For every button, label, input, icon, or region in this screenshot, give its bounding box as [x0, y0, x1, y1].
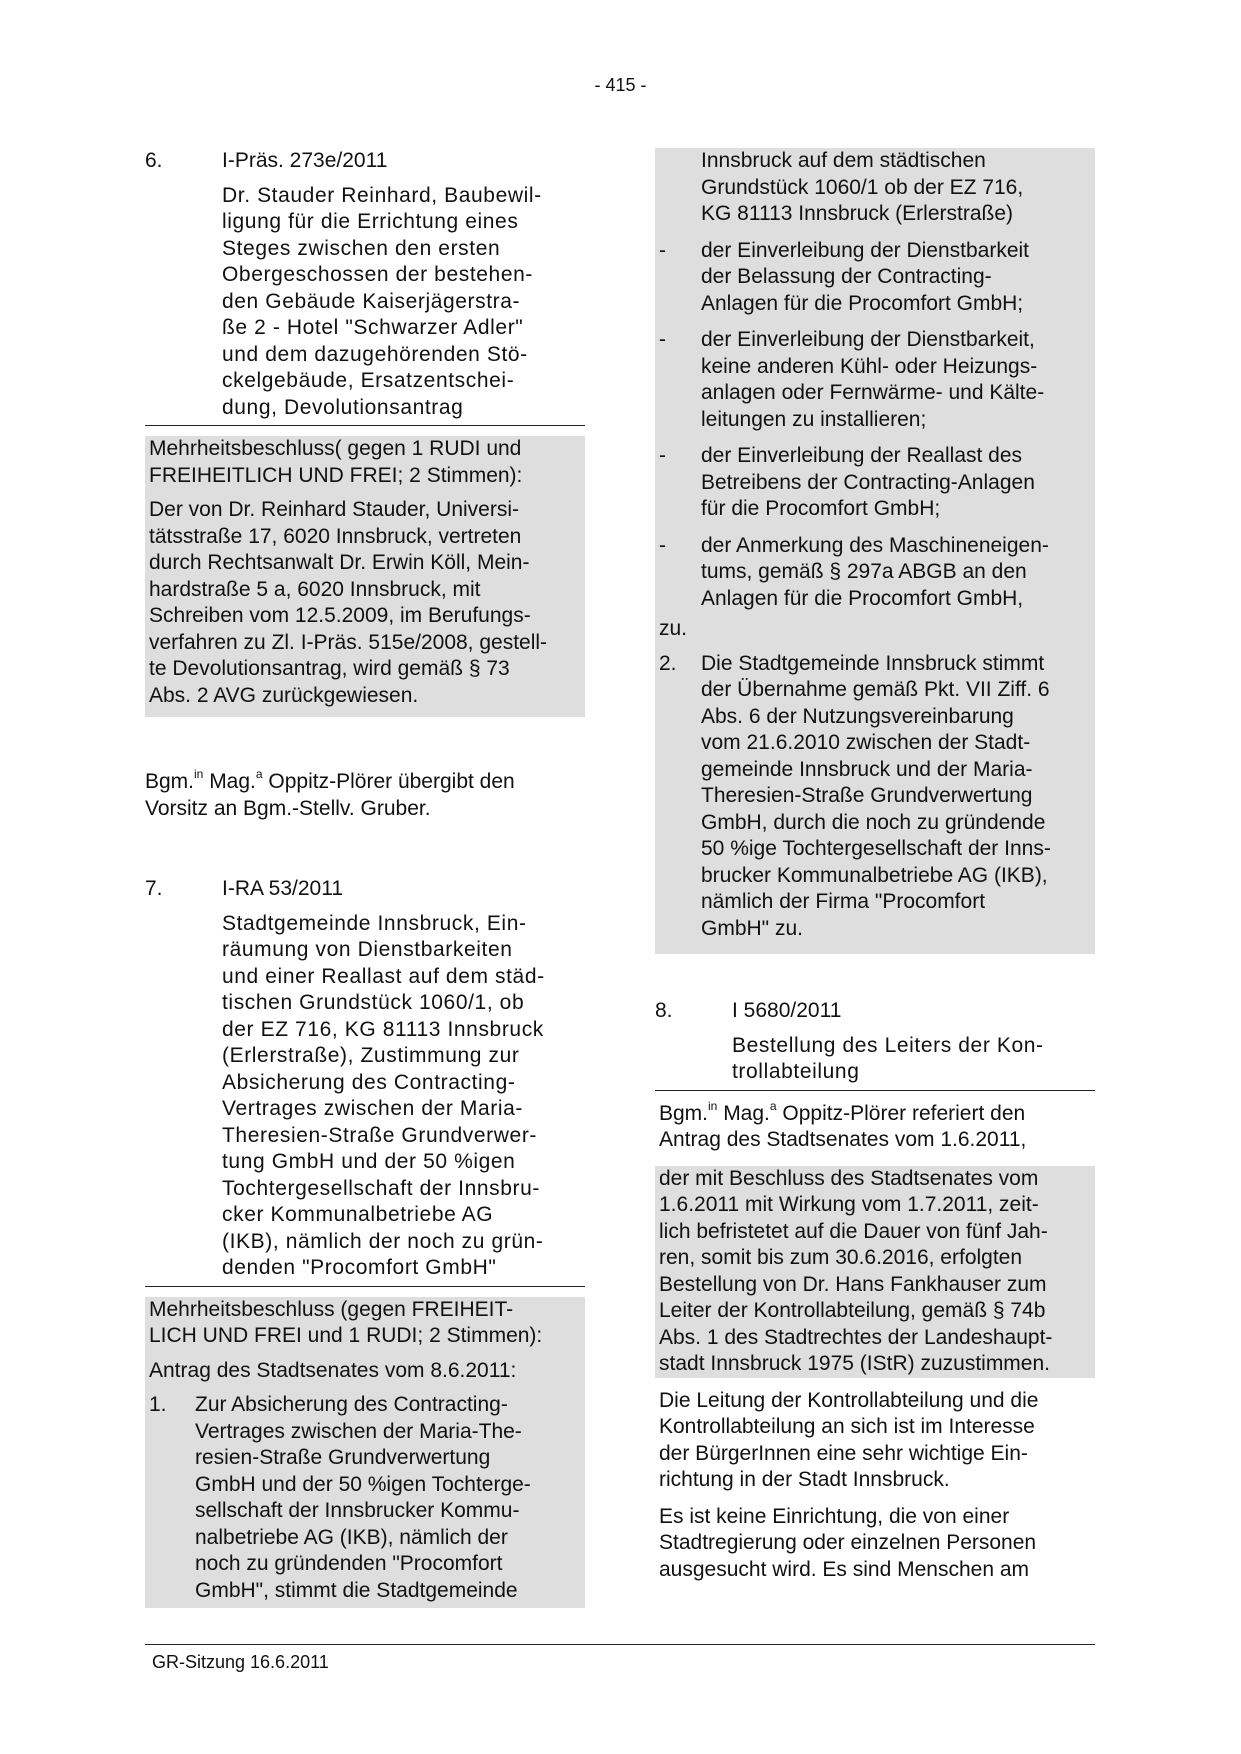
text-line: Abs. 6 der Nutzungsvereinbarung: [701, 704, 1014, 728]
text-line: 50 %ige Tochtergesellschaft der Inns-: [701, 837, 1051, 860]
item-8-header: [655, 998, 1095, 1025]
text-line: der EZ 716, KG 81113 Innsbruck: [222, 1017, 544, 1041]
title-bgm: Bgm.: [145, 770, 195, 793]
text-line: Der von Dr. Reinhard Stauder, Universi-: [149, 498, 519, 521]
text-line: Antrag des Stadtsenates vom 1.6.2011,: [659, 1128, 1027, 1151]
dash-list-item: [659, 327, 1091, 433]
text-line: Innsbruck auf dem städtischen: [701, 149, 986, 172]
text-line: ren, somit bis zum 30.6.2016, erfolgten: [659, 1246, 1023, 1269]
text-line: sellschaft der Innsbrucker Kommu-: [195, 1499, 520, 1522]
footer-divider: [145, 1644, 1095, 1645]
text-line: hardstraße 5 a, 6020 Innsbruck, mit: [149, 577, 481, 601]
item-6-decision: [145, 489, 585, 717]
text-line: für die Procomfort GmbH;: [701, 497, 941, 520]
text-line: FREIHEITLICH UND FREI; 2 Stimmen):: [149, 463, 523, 487]
dash-list-item: [659, 443, 1091, 523]
text-line: denden "Procomfort GmbH": [222, 1256, 497, 1279]
text-line: Stadtgemeinde Innsbruck, Ein-: [222, 911, 527, 935]
text-line: Vorsitz an Bgm.-Stellv. Gruber.: [145, 796, 431, 820]
continuation-text: [701, 148, 1091, 228]
item-7-antrag: Antrag des Stadtsenates vom 8.6.2011:: [145, 1350, 585, 1393]
title-bgm: Bgm.: [659, 1101, 709, 1125]
text-line: LICH UND FREI und 1 RUDI; 2 Stimmen):: [149, 1324, 543, 1347]
text-line: te Devolutionsantrag, wird gemäß § 73: [149, 657, 510, 680]
dash-list: [659, 238, 1091, 613]
item-8-motion: [655, 1166, 1095, 1378]
text-line: und dem dazugehörenden Stö-: [222, 342, 528, 366]
dash-marker: -: [659, 444, 666, 467]
text-line: keine anderen Kühl- oder Heizungs-: [701, 354, 1038, 378]
text-line: Dr. Stauder Reinhard, Baubewil-: [222, 183, 542, 207]
item-reference: I 5680/2011: [732, 999, 842, 1022]
text-line: der Anmerkung des Maschineneigen-: [701, 533, 1049, 557]
text-line: vom 21.6.2010 zwischen der Stadt-: [701, 731, 1031, 754]
text-line: Abs. 1 des Stadtrechtes der Landeshaupt-: [659, 1325, 1053, 1349]
text-line: (Erlerstraße), Zustimmung zur: [222, 1044, 520, 1067]
text-line: noch zu gründenden "Procomfort: [195, 1552, 503, 1575]
left-column: [145, 148, 585, 1608]
item-reference: I-RA 53/2011: [222, 877, 344, 900]
zu-text: zu.: [659, 617, 688, 640]
superscript: a: [255, 767, 263, 781]
list-text: [701, 533, 1049, 613]
text-line: Schreiben vom 12.5.2009, im Berufungs-: [149, 604, 531, 627]
dash-marker: -: [659, 328, 666, 351]
text-line: Bestellung von Dr. Hans Fankhauser zum: [659, 1272, 1047, 1296]
item-7-header: [145, 876, 585, 903]
text-line: anlagen oder Fernwärme- und Kälte-: [701, 381, 1045, 404]
text-line: trollabteilung: [732, 1060, 860, 1083]
text-line: Kontrollabteilung an sich ist im Interesse: [659, 1415, 1035, 1438]
text-line: nalbetriebe AG (IKB), nämlich der: [195, 1525, 508, 1549]
title-mag: Mag.: [203, 770, 256, 793]
text-line: verfahren zu Zl. I-Präs. 515e/2008, gestell-: [149, 630, 548, 654]
item-7-vote: [145, 1297, 585, 1350]
text-line: cker Kommunalbetriebe AG: [222, 1203, 494, 1226]
text-line: Mehrheitsbeschluss (gegen FREIHEIT-: [149, 1297, 514, 1321]
text-line: richtung in der Stadt Innsbruck.: [659, 1468, 950, 1491]
text-line: der Einverleibung der Dienstbarkeit: [701, 238, 1030, 262]
text-line: Theresien-Straße Grundverwertung: [701, 784, 1033, 807]
handover-paragraph: [145, 769, 585, 822]
page-number: - 415 -: [594, 75, 647, 95]
item-6-subject: [222, 183, 585, 422]
text-line: leitungen zu installieren;: [701, 407, 927, 431]
continuation-block: [655, 148, 1095, 954]
item-8-paragraph-1: [655, 1388, 1095, 1494]
item-6-vote: [145, 436, 585, 489]
superscript: a: [769, 1098, 777, 1113]
item-6-header: [145, 148, 585, 175]
list-text: [701, 443, 1035, 523]
text-line: Steges zwischen den ersten: [222, 236, 501, 260]
divider: [145, 1286, 585, 1287]
text-line: GmbH" zu.: [701, 916, 803, 940]
text-line: tätsstraße 17, 6020 Innsbruck, vertreten: [149, 524, 522, 548]
text-line: gemeinde Innsbruck und der Maria-: [701, 757, 1033, 781]
text-line: Anlagen für die Procomfort GmbH;: [701, 291, 1024, 315]
text-line: Bestellung des Leiters der Kon-: [732, 1033, 1044, 1057]
item-8-paragraph-2: [655, 1504, 1095, 1584]
text-line: Absicherung des Contracting-: [222, 1070, 516, 1094]
text-line: GmbH", stimmt die Stadtgemeinde: [195, 1578, 518, 1602]
list-text: [701, 327, 1044, 433]
text-line: GmbH und der 50 %igen Tochterge-: [195, 1472, 531, 1496]
item-number: 8.: [655, 999, 673, 1022]
dash-marker: -: [659, 533, 666, 557]
text-line: ausgesucht wird. Es sind Menschen am: [659, 1557, 1030, 1581]
right-column: [655, 148, 1095, 1583]
text-line: Vertrages zwischen der Maria-: [222, 1097, 524, 1120]
item-8-referent: [655, 1098, 1095, 1154]
text-line: 1.6.2011 mit Wirkung vom 1.7.2011, zeit-: [659, 1193, 1039, 1216]
text-line: der Übernahme gemäß Pkt. VII Ziff. 6: [701, 678, 1050, 701]
text-line: ligung für die Errichtung eines: [222, 210, 519, 233]
text-line: den Gebäude Kaiserjägerstra-: [222, 289, 521, 313]
divider: [655, 1090, 1095, 1091]
text-line: Vertrages zwischen der Maria-The-: [195, 1419, 522, 1443]
text-line: der BürgerInnen eine sehr wichtige Ein-: [659, 1441, 1028, 1465]
text-line: tung GmbH und der 50 %igen: [222, 1150, 516, 1173]
text-line: Es ist keine Einrichtung, die von einer: [659, 1504, 1010, 1528]
dash-list-item: [659, 238, 1091, 318]
text-line: Theresien-Straße Grundverwer-: [222, 1123, 537, 1147]
text-line: der Belassung der Contracting-: [701, 265, 992, 288]
text-line: resien-Straße Grundverwertung: [195, 1446, 491, 1469]
text-line: KG 81113 Innsbruck (Erlerstraße): [701, 202, 1014, 225]
text-line: Obergeschossen der bestehen-: [222, 263, 533, 286]
text-line: Die Leitung der Kontrollabteilung und die: [659, 1388, 1039, 1412]
item-reference: I-Präs. 273e/2011: [222, 149, 388, 172]
text-line: Oppitz-Plörer übergibt den: [262, 770, 515, 793]
list-number: 1.: [149, 1393, 167, 1416]
item-8-subject: [732, 1033, 1095, 1086]
text-line: lich befristetet auf die Dauer von fünf Jah-: [659, 1219, 1048, 1243]
text-line: und einer Reallast auf dem städ-: [222, 964, 545, 988]
text-line: der Einverleibung der Reallast des: [701, 444, 1023, 467]
text-line: Stadtregierung oder einzelnen Personen: [659, 1531, 1037, 1554]
divider: [145, 425, 585, 426]
title-mag: Mag.: [717, 1101, 770, 1125]
text-line: Betreibens der Contracting-Anlagen: [701, 470, 1035, 494]
text-line: ße 2 - Hotel "Schwarzer Adler": [222, 316, 524, 339]
text-line: GmbH, durch die noch zu gründende: [701, 810, 1046, 834]
superscript: in: [708, 1098, 718, 1113]
text-line: Abs. 2 AVG zurückgewiesen.: [149, 683, 419, 707]
list-text: [701, 238, 1029, 318]
superscript: in: [194, 767, 204, 781]
dash-list-item: [659, 533, 1091, 613]
text-line: Grundstück 1060/1 ob der EZ 716,: [701, 175, 1024, 199]
item-7-subject: [222, 911, 585, 1282]
text-line: Oppitz-Plörer referiert den: [776, 1101, 1026, 1125]
text-line: dung, Devolutionsantrag: [222, 395, 464, 419]
text-line: Leiter der Kontrollabteilung, gemäß § 74b: [659, 1299, 1046, 1322]
text-line: der mit Beschluss des Stadtsenates vom: [659, 1166, 1039, 1190]
text-line: der Einverleibung der Dienstbarkeit,: [701, 328, 1035, 351]
dash-marker: -: [659, 238, 666, 262]
text-line: tums, gemäß § 297a ABGB an den: [701, 560, 1027, 583]
item-7-point-1: [145, 1392, 585, 1608]
text-line: (IKB), nämlich der noch zu grün-: [222, 1229, 544, 1253]
footer: GR-Sitzung 16.6.2011: [152, 1652, 329, 1672]
text-line: Anlagen für die Procomfort GmbH,: [701, 586, 1024, 610]
list-number: 2.: [659, 651, 677, 675]
text-line: räumung von Dienstbarkeiten: [222, 938, 513, 961]
list-text: [195, 1392, 531, 1604]
text-line: stadt Innsbruck 1975 (IStR) zuzustimmen.: [659, 1352, 1050, 1375]
list-text: [701, 651, 1051, 943]
text-line: Zur Absicherung des Contracting-: [195, 1393, 508, 1416]
item-number: 7.: [145, 877, 163, 900]
text-line: Tochtergesellschaft der Innsbru-: [222, 1176, 541, 1200]
text-line: brucker Kommunalbetriebe AG (IKB),: [701, 863, 1048, 887]
text-line: ckelgebäude, Ersatzentschei-: [222, 369, 515, 392]
point-2: [659, 651, 1091, 947]
item-number: 6.: [145, 149, 163, 172]
text-line: Die Stadtgemeinde Innsbruck stimmt: [701, 651, 1045, 675]
text-line: tischen Grundstück 1060/1, ob: [222, 991, 525, 1014]
text-line: nämlich der Firma "Procomfort: [701, 890, 986, 913]
text-line: Mehrheitsbeschluss( gegen 1 RUDI und: [149, 437, 522, 460]
text-line: durch Rechtsanwalt Dr. Erwin Köll, Mein-: [149, 551, 530, 574]
